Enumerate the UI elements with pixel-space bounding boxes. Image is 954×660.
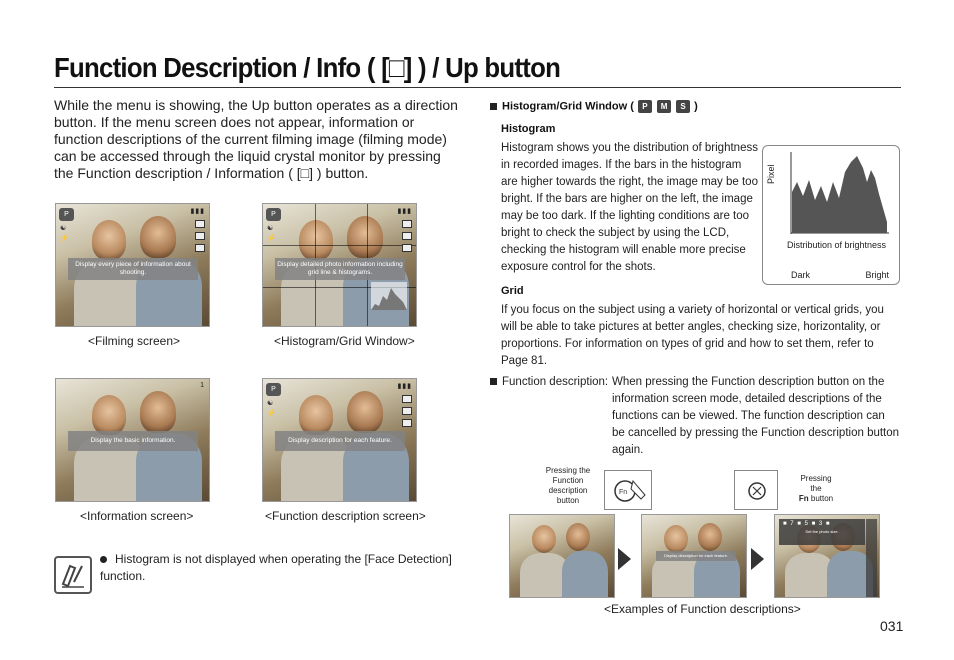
function-description-text: When pressing the Function description button on the information screen mode, detailed descriptions of the functions can be viewed. The function description can be cancelled by pressing the Function description button again. bbox=[612, 376, 900, 456]
camera-mode-icon: P bbox=[266, 383, 281, 396]
function-screen-caption: <Function description screen> bbox=[265, 509, 426, 523]
example-screen-2 bbox=[641, 514, 747, 598]
callout-fn-line2: the bbox=[810, 484, 822, 493]
information-screen-caption: <Information screen> bbox=[80, 509, 194, 523]
example-menu-bar: ■ 7 ■ 5 ■ 3 ■ Set the photo size. bbox=[779, 519, 865, 545]
histogram-grid-heading bbox=[490, 100, 698, 113]
callout-fn-button-label bbox=[790, 474, 842, 504]
histogram-grid-heading-close: ) bbox=[694, 100, 698, 113]
histogram-shape bbox=[789, 152, 889, 234]
grid-subheading: Grid bbox=[501, 285, 524, 297]
histogram-screen-caption: <Histogram/Grid Window> bbox=[274, 334, 415, 348]
histogram-dark-label: Dark bbox=[791, 270, 811, 280]
example-screen-1 bbox=[509, 514, 615, 598]
histogram-text: Histogram shows you the distribution of brightness in recorded images. If the bars in the histogram are higher towards the right, the image may be too bright. If the bars are higher on the left, the image may be too dark. If the lighting conditions are too bright to check the subject by using the LCD, checking the histogram will enable more precise exposure control for the shots. bbox=[501, 142, 758, 273]
information-screen-band: Display the basic information. bbox=[68, 431, 198, 451]
example-screen-3 bbox=[774, 514, 880, 598]
note-text bbox=[100, 551, 460, 585]
function-description-label-text: Function description: bbox=[502, 376, 609, 388]
information-screen-image bbox=[55, 378, 210, 502]
function-description-screen-image bbox=[262, 378, 417, 502]
callout-fn-key: Fn bbox=[798, 494, 809, 503]
filming-screen-caption: <Filming screen> bbox=[88, 334, 181, 348]
battery-icon: ▮▮▮ bbox=[397, 208, 412, 215]
page-title: Function Description / Info ( [□] ) / Up button bbox=[54, 52, 561, 83]
intro-paragraph: While the menu is showing, the Up button operates as a direction button. If the menu screen does not appear, information or function descriptions of the current filming image (filming mode) can be accessed through the liquid crystal monitor by pressing the Function description / Information ( [□] ) button. bbox=[54, 97, 458, 181]
note-content: Histogram is not displayed when operating the [Face Detection] function. bbox=[100, 552, 452, 583]
histogram-grid-screen-image bbox=[262, 203, 417, 327]
page-number: 031 bbox=[880, 618, 904, 634]
arrow-right-icon bbox=[618, 548, 631, 570]
histogram-grid-heading-text: Histogram/Grid Window ( bbox=[502, 100, 634, 113]
filming-screen-band: Display every piece of information about shooting. bbox=[68, 258, 198, 280]
camera-mode-icon: P bbox=[59, 208, 74, 221]
grid-text: If you focus on the subject using a variety of horizontal or vertical grids, you will be able to take pictures at better angles, checking size, horizontality, or proportions. For information on types of grid and how to set them, refer to Page 81. bbox=[501, 304, 884, 367]
histogram-diagram bbox=[762, 145, 900, 285]
callout-fn-line1: Pressing bbox=[800, 474, 832, 483]
example-right-column bbox=[866, 519, 877, 597]
status-icons: ☯ ⚡ bbox=[267, 400, 276, 417]
function-description-label bbox=[490, 374, 608, 391]
histogram-ylabel: Pixel bbox=[766, 164, 776, 184]
program-mode-icon: P bbox=[638, 100, 652, 113]
filming-screen-image bbox=[55, 203, 210, 327]
camera-mode-icon: P bbox=[266, 208, 281, 221]
svg-text:Fn: Fn bbox=[619, 489, 628, 496]
examples-caption: <Examples of Function descriptions> bbox=[604, 602, 801, 616]
fn-button-callout bbox=[734, 470, 778, 510]
example-screen-2-band: Display description for each feature. bbox=[656, 551, 736, 561]
mini-histogram bbox=[371, 282, 407, 310]
histogram-xlabel: Distribution of brightness bbox=[787, 240, 887, 250]
side-icons bbox=[402, 395, 412, 431]
side-icons bbox=[195, 220, 205, 256]
histogram-bright-label: Bright bbox=[865, 270, 889, 280]
title-rule bbox=[54, 87, 901, 88]
status-icons: ☯ ⚡ bbox=[60, 225, 69, 242]
battery-icon: ▮▮▮ bbox=[397, 383, 412, 390]
manual-mode-icon: M bbox=[657, 100, 671, 113]
status-icons: ☯ ⚡ bbox=[267, 225, 276, 242]
note-pencil-icon bbox=[54, 556, 92, 594]
scene-mode-icon: S bbox=[676, 100, 690, 113]
callout-fn-line3: button bbox=[810, 494, 834, 503]
battery-icon: ▮▮▮ bbox=[190, 208, 205, 215]
callout-function-button-label: Pressing the Function description button bbox=[545, 466, 591, 505]
function-screen-band: Display description for each feature. bbox=[275, 431, 405, 451]
histogram-screen-band: Display detailed photo information including grid line & histograms. bbox=[275, 258, 405, 280]
example-menu-sub: Set the photo size. bbox=[805, 529, 839, 534]
side-icons bbox=[402, 220, 412, 256]
counter-icon: 1 bbox=[200, 382, 205, 389]
histogram-subheading: Histogram bbox=[501, 123, 556, 135]
arrow-right-icon bbox=[751, 548, 764, 570]
function-button-callout bbox=[604, 470, 652, 510]
